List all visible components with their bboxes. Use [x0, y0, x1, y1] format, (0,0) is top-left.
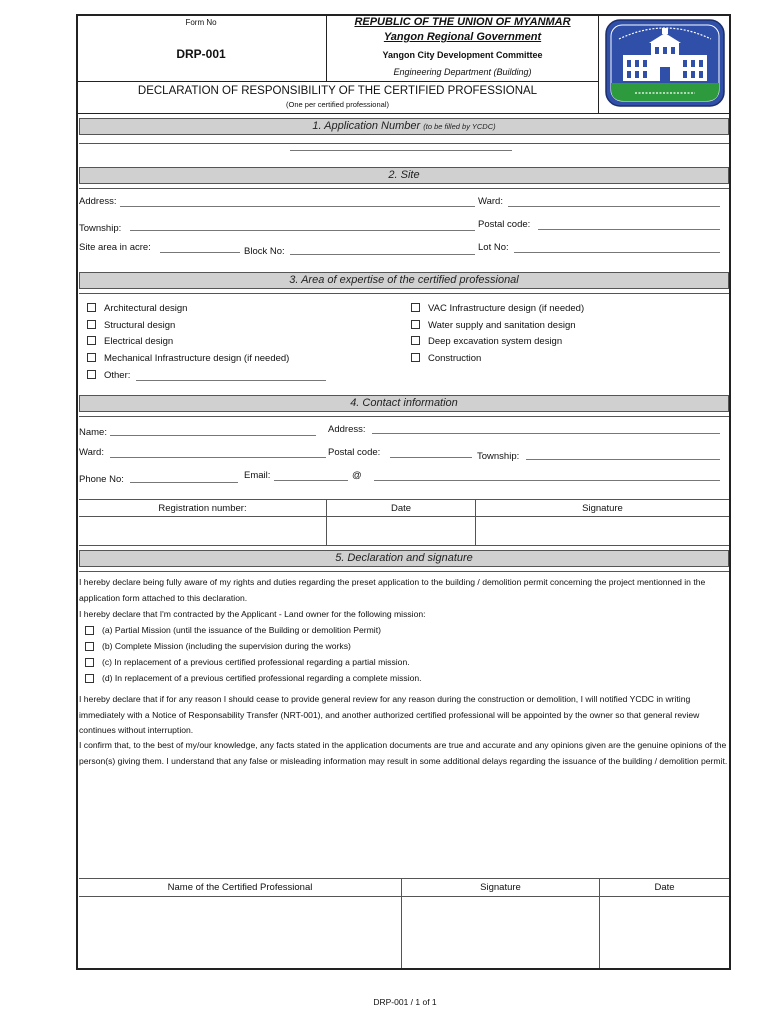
contact-email-label: Email: — [244, 470, 271, 481]
sig-date-header: Date — [654, 882, 675, 893]
section-1-note: (to be filled by YCDC) — [423, 122, 496, 131]
header-divider-2 — [598, 14, 599, 113]
block-no-label: Block No: — [244, 246, 285, 257]
section-1-divider — [79, 143, 729, 144]
application-number-field[interactable] — [290, 150, 512, 151]
checkbox-electrical[interactable] — [87, 336, 96, 345]
sig-signature-cell[interactable] — [403, 897, 598, 967]
section-5-divider — [79, 571, 729, 572]
declaration-para-1: I hereby declare being fully aware of my rights and duties regarding the preset application to the building / demolition permit concerning the project mentionned in the application form attached to this declaration. — [79, 577, 706, 603]
sig-name-header: Name of the Certified Professional — [167, 882, 313, 893]
sig-name-cell[interactable] — [80, 897, 400, 967]
contact-email-domain-field[interactable] — [374, 480, 720, 481]
page-footer: DRP-001 / 1 of 1 — [373, 997, 437, 1007]
site-area-label: Site area in acre: — [79, 242, 151, 253]
declaration-para-3: I hereby declare that if for any reason I should cease to provide general review for any reason during the construction or demolition, I will notified YCDC in writing immediately with a Notice of Responsability Transfer (NRT-001), and another authorized certified professional will be appointed by the owner so that general review continues without interruption. — [79, 694, 700, 735]
section-4-divider — [79, 416, 729, 417]
contact-name-field[interactable] — [110, 435, 316, 436]
mission-c-label: (c) In replacement of a previous certified professional regarding a partial mission. — [102, 657, 410, 667]
mission-b-label: (b) Complete Mission (including the supervision during the works) — [102, 641, 351, 651]
header-bottom-line — [76, 113, 731, 114]
reg-signature-header: Signature — [582, 503, 623, 514]
contact-email-user-field[interactable] — [274, 480, 348, 481]
ycdc-seal-icon — [605, 19, 725, 107]
site-address-label: Address: — [79, 196, 117, 207]
lot-no-field[interactable] — [514, 252, 720, 253]
block-no-field[interactable] — [290, 254, 475, 255]
site-ward-label: Ward: — [478, 196, 503, 207]
section-3-bar — [79, 272, 729, 289]
section-4-bar — [79, 395, 729, 412]
sig-table-top — [79, 878, 729, 879]
reg-date-header: Date — [390, 503, 412, 514]
checkbox-mechanical[interactable] — [87, 353, 96, 362]
option-architectural: Architectural design — [104, 303, 188, 314]
form-code: DRP-001 — [176, 47, 226, 61]
checkbox-water-supply[interactable] — [411, 320, 420, 329]
government-title: Yangon Regional Government — [383, 31, 542, 43]
declaration-para-2: I hereby declare that I'm contracted by the Applicant - Land owner for the following mission: — [79, 609, 426, 619]
site-postal-field[interactable] — [538, 229, 720, 230]
contact-township-label: Township: — [477, 451, 520, 462]
mission-a-label: (a) Partial Mission (until the issuance of the Building or demolition Permit) — [102, 625, 381, 635]
section-1-title: 1. Application Number — [312, 120, 421, 132]
form-frame — [76, 14, 731, 970]
department-title: Engineering Department (Building) — [393, 67, 532, 77]
section-5-bar — [79, 550, 729, 567]
section-5-title: 5. Declaration and signature — [335, 552, 473, 564]
checkbox-vac[interactable] — [411, 303, 420, 312]
checkbox-mission-a[interactable] — [85, 626, 94, 635]
contact-phone-field[interactable] — [130, 482, 238, 483]
option-structural: Structural design — [104, 320, 176, 331]
section-3-title: 3. Area of expertise of the certified professional — [289, 274, 519, 286]
contact-phone-label: Phone No: — [79, 474, 124, 485]
declaration-title: DECLARATION OF RESPONSIBILITY OF THE CERTIFIED PROFESSIONAL — [137, 85, 538, 97]
checkbox-deep-excavation[interactable] — [411, 336, 420, 345]
section-1-bar — [79, 118, 729, 135]
site-township-label: Township: — [79, 223, 122, 234]
lot-no-label: Lot No: — [478, 242, 509, 253]
section-2-divider — [79, 188, 729, 189]
checkbox-architectural[interactable] — [87, 303, 96, 312]
option-other: Other: — [104, 370, 131, 381]
sig-date-cell[interactable] — [601, 897, 728, 967]
option-vac: VAC Infrastructure design (if needed) — [428, 303, 585, 314]
reg-number-cell[interactable] — [80, 517, 325, 545]
checkbox-other[interactable] — [87, 370, 96, 379]
contact-address-label: Address: — [328, 424, 366, 435]
checkbox-mission-d[interactable] — [85, 674, 94, 683]
option-electrical: Electrical design — [104, 336, 174, 347]
option-construction: Construction — [428, 353, 482, 364]
reg-table-bottom — [79, 545, 729, 546]
checkbox-mission-c[interactable] — [85, 658, 94, 667]
mission-d-label: (d) In replacement of a previous certified professional regarding a complete mission. — [102, 673, 422, 683]
other-expertise-field[interactable] — [136, 380, 326, 381]
reg-number-header: Registration number: — [158, 503, 247, 514]
site-area-field[interactable] — [160, 252, 240, 253]
section-4-title: 4. Contact information — [350, 397, 458, 409]
republic-title: REPUBLIC OF THE UNION OF MYANMAR — [354, 16, 571, 28]
option-deep-excavation: Deep excavation system design — [428, 336, 563, 347]
contact-township-field[interactable] — [526, 459, 720, 460]
form-no-label: Form No — [185, 18, 217, 27]
section-2-bar — [79, 167, 729, 184]
option-mechanical: Mechanical Infrastructure design (if needed) — [104, 353, 290, 364]
checkbox-structural[interactable] — [87, 320, 96, 329]
header-hline — [76, 81, 599, 82]
site-postal-label: Postal code: — [478, 219, 531, 230]
site-ward-field[interactable] — [508, 206, 720, 207]
reg-date-cell[interactable] — [328, 517, 474, 545]
reg-signature-cell[interactable] — [477, 517, 728, 545]
declaration-subtitle: (One per certified professional) — [286, 100, 389, 109]
site-township-field[interactable] — [130, 230, 475, 231]
checkbox-mission-b[interactable] — [85, 642, 94, 651]
contact-ward-label: Ward: — [79, 447, 104, 458]
section-3-divider — [79, 293, 729, 294]
reg-table-top — [79, 499, 729, 500]
declaration-para-4: I confirm that, to the best of my/our knowledge, any facts stated in the application documents are true and accurate and any opinions given are the genuine opinions of the person(s) giving them. I understand that any false or misleading information may result in some additional delays regarding the issuance of the building / demolition permit. — [79, 740, 728, 766]
contact-email-at: @ — [352, 470, 362, 481]
contact-postal-label: Postal code: — [328, 447, 381, 458]
site-address-field[interactable] — [120, 206, 475, 207]
contact-ward-field[interactable] — [110, 457, 326, 458]
section-2-title: 2. Site — [388, 169, 420, 181]
contact-name-label: Name: — [79, 427, 107, 438]
option-water-supply: Water supply and sanitation design — [428, 320, 576, 331]
contact-address-field[interactable] — [372, 433, 720, 434]
committee-title: Yangon City Development Committee — [382, 50, 543, 60]
checkbox-construction[interactable] — [411, 353, 420, 362]
contact-postal-field[interactable] — [390, 457, 472, 458]
sig-signature-header: Signature — [480, 882, 521, 893]
